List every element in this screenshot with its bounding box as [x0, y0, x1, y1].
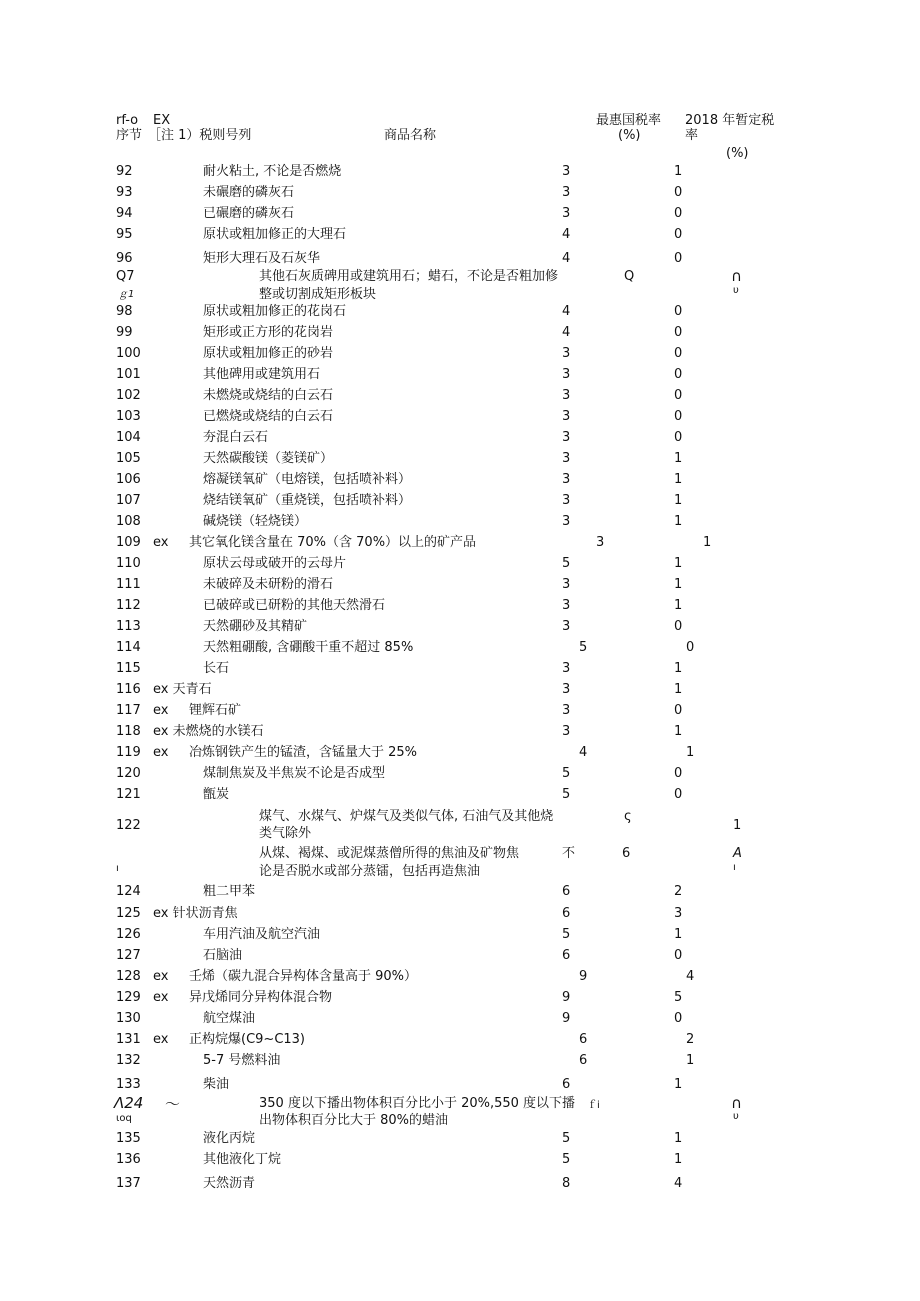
row-mfn: 8: [562, 1176, 571, 1191]
row-no: 96: [116, 251, 133, 266]
row-name: 航空煤油: [203, 1011, 256, 1026]
row-no: 135: [116, 1131, 141, 1146]
row-name: 甑炭: [203, 787, 230, 802]
row-mfn: 6: [562, 884, 571, 899]
row-name-continued: 整或切割成矩形板块: [259, 287, 377, 302]
header-mfn-line2: (%): [618, 128, 641, 143]
row-ex-name: ex 针状沥青焦: [153, 906, 238, 921]
row-mfn: ς: [624, 809, 632, 824]
row-name: 石脑油: [203, 948, 243, 963]
row-mfn: 6: [579, 1032, 588, 1047]
row-no: 107: [116, 493, 141, 508]
row-no: 94: [116, 206, 133, 221]
row-no: 125: [116, 906, 141, 921]
row-no: 102: [116, 388, 141, 403]
row-temp: 0: [674, 948, 683, 963]
row-mfn: 6: [562, 906, 571, 921]
row-mfn: 3: [562, 451, 571, 466]
row-temp: 1: [686, 745, 695, 760]
row-temp: 0: [674, 703, 683, 718]
header-provisional-line3: (%): [726, 146, 749, 161]
row-ex-marker: ex: [153, 969, 169, 984]
row-no: 92: [116, 164, 133, 179]
header-col-b-line2: ［注 1）税则号列: [148, 128, 252, 143]
row-temp: 1: [703, 535, 712, 550]
row-name: 天然粗硼酸, 含硼酸干重不超过 85%: [203, 640, 414, 655]
row-temp: ∩: [731, 267, 742, 285]
row-no: 128: [116, 969, 141, 984]
header-provisional-line2: 率: [685, 128, 699, 143]
row-no: 106: [116, 472, 141, 487]
row-temp: 1: [674, 556, 683, 571]
row-name-continued: 论是否脱水或部分蒸镭，包括再造焦油: [259, 864, 481, 879]
row-mfn: 5: [562, 927, 571, 942]
row-temp: 1: [674, 514, 683, 529]
row-mfn: 9: [562, 990, 571, 1005]
row-name: 原状或粗加修正的花岗石: [203, 304, 347, 319]
row-name: 熔凝镁氧矿（电熔镁，包括喷补料）: [203, 472, 412, 487]
row-mfn: 5: [562, 556, 571, 571]
row-temp: 0: [674, 409, 683, 424]
row-no: 131: [116, 1032, 141, 1047]
row-mfn: 3: [562, 164, 571, 179]
row-no: 121: [116, 787, 141, 802]
row-mfn: 3: [562, 619, 571, 634]
row-temp: 5: [674, 990, 683, 1005]
header-col-a-line2: 序节: [116, 128, 143, 143]
row-name: 未破碎及未研粉的滑石: [203, 577, 334, 592]
row-mfn: ｆi: [587, 1100, 600, 1111]
row-mfn: 9: [579, 969, 588, 984]
row-mfn: 3: [596, 535, 605, 550]
row-mfn: 4: [562, 325, 571, 340]
row-temp: 3: [674, 906, 683, 921]
row-mid-fragment: 不: [562, 846, 576, 861]
row-mfn: 3: [562, 493, 571, 508]
row-temp: 0: [674, 251, 683, 266]
row-temp: 1: [674, 577, 683, 592]
row-name: 冶炼钢铁产生的锰渣，含锰量大于 25%: [189, 745, 418, 760]
row-temp: 1: [674, 724, 683, 739]
row-name: 其他碑用或建筑用石: [203, 367, 321, 382]
row-mfn: 9: [562, 1011, 571, 1026]
header-provisional-line1: 2018 年暂定税: [685, 113, 775, 128]
row-no: 130: [116, 1011, 141, 1026]
row-temp: 0: [674, 346, 683, 361]
row-name: 异戊烯同分异构体混合物: [189, 990, 333, 1005]
row-mfn: 3: [562, 577, 571, 592]
row-no: 119: [116, 745, 141, 760]
row-name-continued: 出物体积百分比大于 80%的蜡油: [259, 1113, 449, 1128]
row-no-fragment: ιoq: [116, 1113, 132, 1124]
row-name: 车用汽油及航空汽油: [203, 927, 321, 942]
row-temp: 0: [686, 640, 695, 655]
row-name: 壬烯（碳九混合异构体含量高于 90%）: [189, 969, 418, 984]
row-temp: 0: [674, 388, 683, 403]
row-name: 耐火粘土, 不论是否燃烧: [203, 164, 342, 179]
row-no: 137: [116, 1176, 141, 1191]
row-no: 136: [116, 1152, 141, 1167]
row-name-continued: 类气除外: [259, 826, 312, 841]
row-ex-name: ex 天青石: [153, 682, 212, 697]
row-temp: 2: [674, 884, 683, 899]
row-temp: 1: [674, 164, 683, 179]
row-mfn: 4: [562, 304, 571, 319]
row-no: 98: [116, 304, 133, 319]
tilde-mark: 〜: [165, 1095, 181, 1113]
row-mfn: 3: [562, 409, 571, 424]
row-mfn: Q: [624, 269, 635, 284]
row-mfn: 3: [562, 682, 571, 697]
row-ex-marker: ex: [153, 535, 169, 550]
row-name: 未碾磨的磷灰石: [203, 185, 295, 200]
row-name: 烧结镁氧矿（重烧镁，包括喷补料）: [203, 493, 412, 508]
row-name: 液化丙烷: [203, 1131, 256, 1146]
row-name: 350 度以下播出物体积百分比小于 20%,550 度以下播: [259, 1096, 576, 1111]
row-temp: 4: [674, 1176, 683, 1191]
row-temp: 1: [674, 598, 683, 613]
row-no: 103: [116, 409, 141, 424]
row-mfn: 3: [562, 430, 571, 445]
row-mfn: 3: [562, 185, 571, 200]
row-temp: 1: [674, 682, 683, 697]
row-no: 108: [116, 514, 141, 529]
row-no: 127: [116, 948, 141, 963]
header-col-b-line1: EX: [153, 113, 171, 128]
row-temp: 1: [674, 927, 683, 942]
row-name: 未燃烧或烧结的白云石: [203, 388, 334, 403]
row-temp: A: [733, 846, 742, 861]
row-no: 110: [116, 556, 141, 571]
row-name: 矩形大理石及石灰华: [203, 251, 321, 266]
row-temp: 1: [674, 1131, 683, 1146]
row-no: 117: [116, 703, 141, 718]
row-no: 133: [116, 1077, 141, 1092]
row-no: 105: [116, 451, 141, 466]
row-no: Q7: [116, 269, 135, 284]
row-temp: 1: [686, 1053, 695, 1068]
row-no: 120: [116, 766, 141, 781]
row-ex-marker: ex: [153, 745, 169, 760]
row-name: 其他石灰质碑用或建筑用石；蜡石，不论是否粗加修: [259, 269, 559, 284]
row-mfn: 3: [562, 598, 571, 613]
row-mfn: 5: [562, 1131, 571, 1146]
row-mfn: 5: [579, 640, 588, 655]
row-no: 116: [116, 682, 141, 697]
row-no: 115: [116, 661, 141, 676]
row-mfn: 3: [562, 514, 571, 529]
row-no: 132: [116, 1053, 141, 1068]
row-temp: 0: [674, 227, 683, 242]
row-no: 100: [116, 346, 141, 361]
row-no: ı: [116, 863, 119, 874]
row-temp: 2: [686, 1032, 695, 1047]
row-temp: 4: [686, 969, 695, 984]
row-name: 矩形或正方形的花岗岩: [203, 325, 334, 340]
row-no: 129: [116, 990, 141, 1005]
row-mfn: 3: [562, 472, 571, 487]
row-mfn: 3: [562, 367, 571, 382]
row-name: 已碾磨的磷灰石: [203, 206, 295, 221]
row-mfn: 4: [562, 251, 571, 266]
row-temp-fragment: ı: [733, 862, 736, 873]
row-name: 原状或粗加修正的砂岩: [203, 346, 334, 361]
row-mfn: 3: [562, 206, 571, 221]
row-mfn: 3: [562, 661, 571, 676]
row-no: 124: [116, 884, 141, 899]
row-temp: 0: [674, 430, 683, 445]
row-temp: 1: [674, 661, 683, 676]
row-no-fragment: ｇ1: [118, 289, 135, 300]
row-no: 112: [116, 598, 141, 613]
row-temp: 0: [674, 787, 683, 802]
row-temp: 1: [674, 1152, 683, 1167]
row-no: 95: [116, 227, 133, 242]
row-name: 原状云母或破开的云母片: [203, 556, 347, 571]
row-no: 93: [116, 185, 133, 200]
row-temp: 1: [733, 818, 742, 833]
row-name: 煤制焦炭及半焦炭不论是否成型: [203, 766, 386, 781]
row-mfn: 5: [562, 787, 571, 802]
row-no: 114: [116, 640, 141, 655]
row-name: 已破碎或已研粉的其他天然滑石: [203, 598, 386, 613]
row-no: 101: [116, 367, 141, 382]
row-name: 锂辉石矿: [189, 703, 242, 718]
row-temp: 0: [674, 325, 683, 340]
row-no: 109: [116, 535, 141, 550]
row-ex-marker: ex: [153, 990, 169, 1005]
row-temp: 0: [674, 619, 683, 634]
row-name: 柴油: [203, 1077, 230, 1092]
row-temp-fragment: υ: [733, 1111, 739, 1122]
row-name: 从煤、褐煤、或泥煤蒸僧所得的焦油及矿物焦: [259, 846, 520, 861]
row-temp: 0: [674, 367, 683, 382]
row-ex-name: ex 未燃烧的水镁石: [153, 724, 264, 739]
row-temp: 0: [674, 304, 683, 319]
row-temp: 1: [674, 493, 683, 508]
row-name: 已燃烧或烧结的白云石: [203, 409, 334, 424]
row-name: 原状或粗加修正的大理石: [203, 227, 347, 242]
row-ex-marker: ex: [153, 703, 169, 718]
header-name-col: 商品名称: [384, 128, 437, 143]
header-mfn-line1: 最惠国税率: [596, 113, 662, 128]
row-name: 天然碳酸镁（菱镁矿）: [203, 451, 334, 466]
row-no: Λ24: [114, 1094, 144, 1112]
row-name: 正构烷爆(C9~C13): [189, 1032, 306, 1047]
row-no: 126: [116, 927, 141, 942]
row-name: 天然沥青: [203, 1176, 256, 1191]
row-name: 长石: [203, 661, 230, 676]
row-temp: ∩: [731, 1094, 742, 1112]
row-mfn: 3: [562, 724, 571, 739]
row-name: 5-7 号燃料油: [203, 1053, 281, 1068]
row-mfn: 3: [562, 703, 571, 718]
row-mfn: 5: [562, 1152, 571, 1167]
row-ex-marker: ex: [153, 1032, 169, 1047]
row-mfn: 6: [622, 846, 631, 861]
row-name: 煤气、水煤气、炉煤气及类似气体, 石油气及其他烧: [259, 809, 554, 824]
row-name: 天然硼砂及其精矿: [203, 619, 308, 634]
row-name: 碱烧镁（轻烧镁）: [203, 514, 308, 529]
row-no: 104: [116, 430, 141, 445]
row-mfn: 6: [562, 948, 571, 963]
row-mfn: 5: [562, 766, 571, 781]
row-no: 118: [116, 724, 141, 739]
row-mfn: 6: [562, 1077, 571, 1092]
header-col-a-line1: rf-o: [116, 113, 139, 128]
row-no: 99: [116, 325, 133, 340]
row-temp: 0: [674, 766, 683, 781]
row-name: 粗二甲苯: [203, 884, 256, 899]
row-mfn: 3: [562, 388, 571, 403]
row-no: 111: [116, 577, 141, 592]
row-temp: 1: [674, 472, 683, 487]
row-no: 122: [116, 818, 141, 833]
row-mfn: 3: [562, 346, 571, 361]
row-mfn: 6: [579, 1053, 588, 1068]
row-temp: 0: [674, 206, 683, 221]
row-mfn: 4: [562, 227, 571, 242]
row-name: 其他液化丁烷: [203, 1152, 282, 1167]
row-temp: 0: [674, 185, 683, 200]
row-temp: 0: [674, 1011, 683, 1026]
row-temp: 1: [674, 1077, 683, 1092]
row-no: 113: [116, 619, 141, 634]
row-name: 夯混白云石: [203, 430, 269, 445]
row-temp: 1: [674, 451, 683, 466]
row-name: 其它氧化镁含量在 70%（含 70%）以上的矿产品: [189, 535, 477, 550]
row-temp-fragment: υ: [733, 285, 739, 296]
row-mfn: 4: [579, 745, 588, 760]
